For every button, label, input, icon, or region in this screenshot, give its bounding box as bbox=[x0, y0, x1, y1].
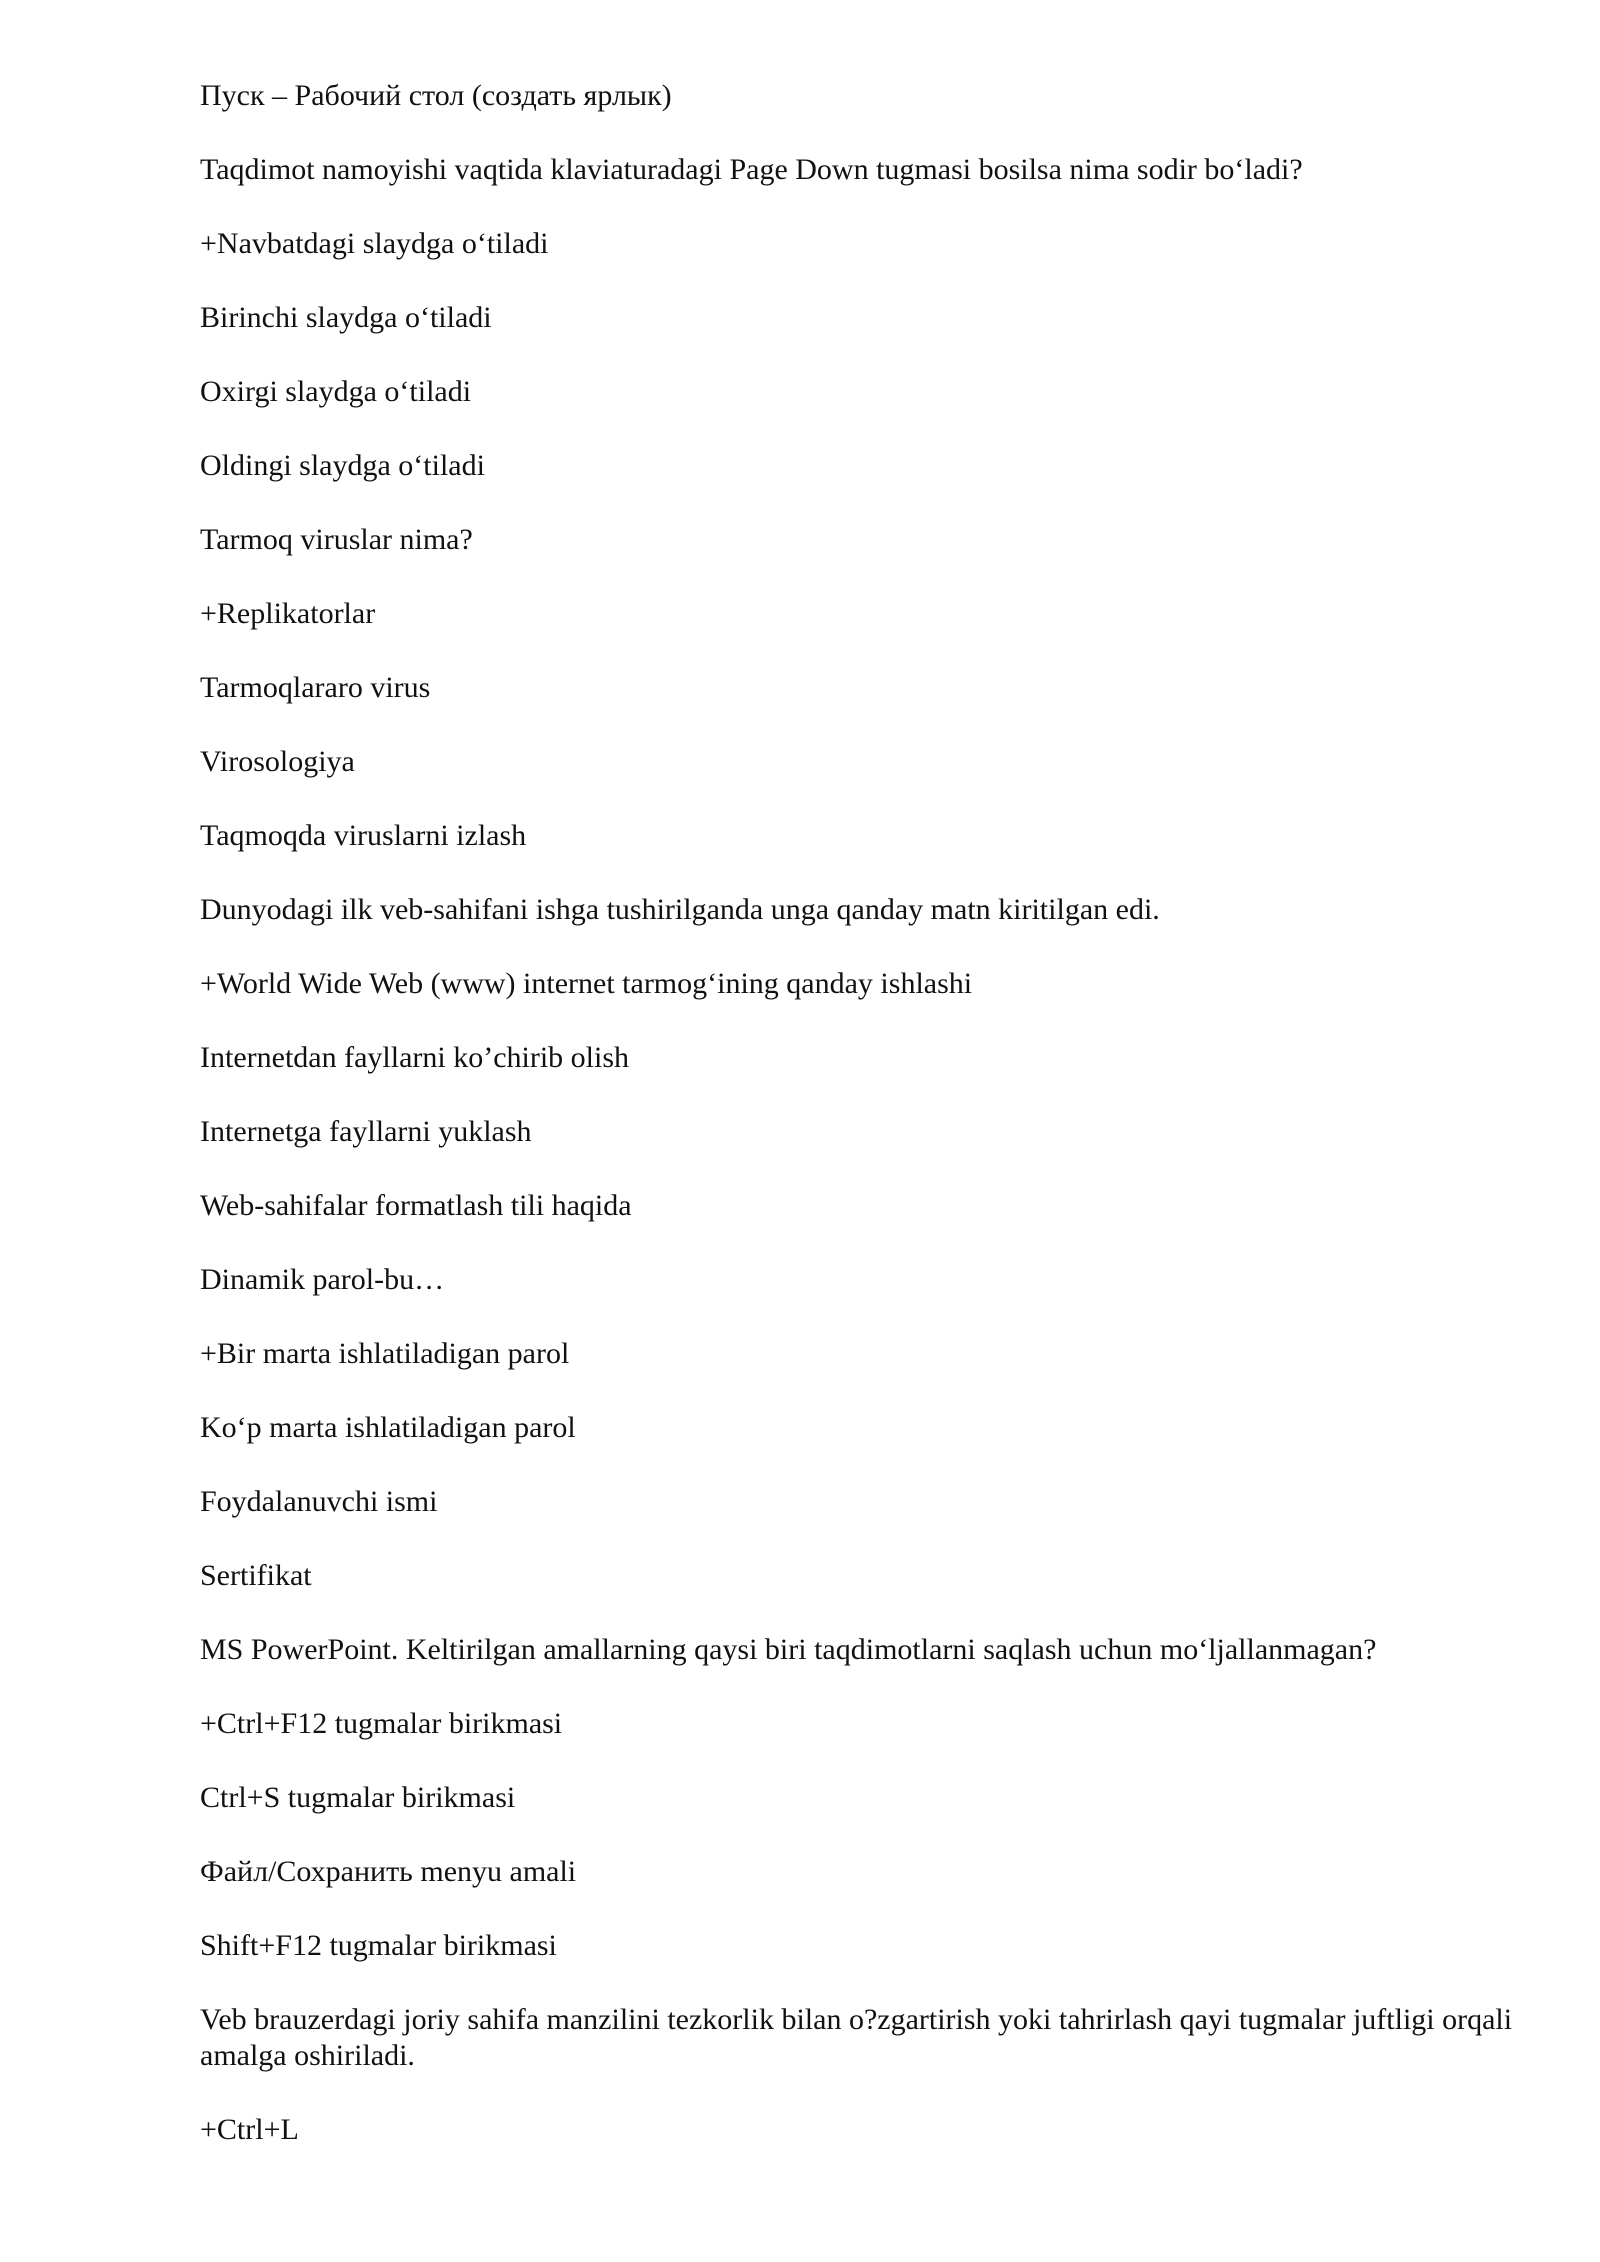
answer-option: Internetdan fayllarni ko’chirib olish bbox=[200, 1041, 630, 1074]
answer-option: Taqmoqda viruslarni izlash bbox=[200, 819, 527, 852]
answer-option: Virosologiya bbox=[200, 745, 355, 778]
question-text: Tarmoq viruslar nima? bbox=[200, 523, 473, 556]
correct-answer: +Ctrl+L bbox=[200, 2113, 299, 2146]
correct-answer: +Bir marta ishlatiladigan parol bbox=[200, 1337, 570, 1370]
correct-answer: +Navbatdagi slaydga o‘tiladi bbox=[200, 227, 549, 260]
answer-option: Sertifikat bbox=[200, 1559, 312, 1592]
question-text: Dinamik parol-bu… bbox=[200, 1263, 445, 1296]
answer-option: Web-sahifalar formatlash tili haqida bbox=[200, 1189, 632, 1222]
question-text: Taqdimot namoyishi vaqtida klaviaturadagi Page Down tugmasi bosilsa nima sodir bo‘ladi? bbox=[200, 153, 1303, 186]
document-body bbox=[200, 78, 1540, 2186]
question-text: MS PowerPoint. Keltirilgan amallarning qaysi biri taqdimotlarni saqlash uchun mo‘ljallanmagan? bbox=[200, 1633, 1377, 1666]
correct-answer: +Ctrl+F12 tugmalar birikmasi bbox=[200, 1707, 563, 1740]
answer-option: Foydalanuvchi ismi bbox=[200, 1485, 438, 1518]
answer-option: Файл/Сохранить menyu amali bbox=[200, 1855, 577, 1888]
answer-option: Ko‘p marta ishlatiladigan parol bbox=[200, 1411, 576, 1444]
answer-option: Tarmoqlararo virus bbox=[200, 671, 431, 704]
correct-answer: +World Wide Web (www) internet tarmog‘ining qanday ishlashi bbox=[200, 967, 973, 1000]
correct-answer: +Replikatorlar bbox=[200, 597, 376, 630]
answer-option: Oxirgi slaydga o‘tiladi bbox=[200, 375, 472, 408]
answer-option: Birinchi slaydga o‘tiladi bbox=[200, 301, 492, 334]
question-text: Veb brauzerdagi joriy sahifa manzilini tezkorlik bilan o?zgartirish yoki tahrirlash qayi tugmalar juftligi orqali amalga oshiriladi. bbox=[200, 2003, 1513, 2072]
question-text: Dunyodagi ilk veb-sahifani ishga tushirilganda unga qanday matn kiritilgan edi. bbox=[200, 893, 1160, 926]
text-line: Пуск – Рабочий стол (создать ярлык) bbox=[200, 79, 672, 112]
answer-option: Internetga fayllarni yuklash bbox=[200, 1115, 532, 1148]
answer-option: Shift+F12 tugmalar birikmasi bbox=[200, 1929, 557, 1962]
answer-option: Ctrl+S tugmalar birikmasi bbox=[200, 1781, 516, 1814]
answer-option: Oldingi slaydga o‘tiladi bbox=[200, 449, 485, 482]
